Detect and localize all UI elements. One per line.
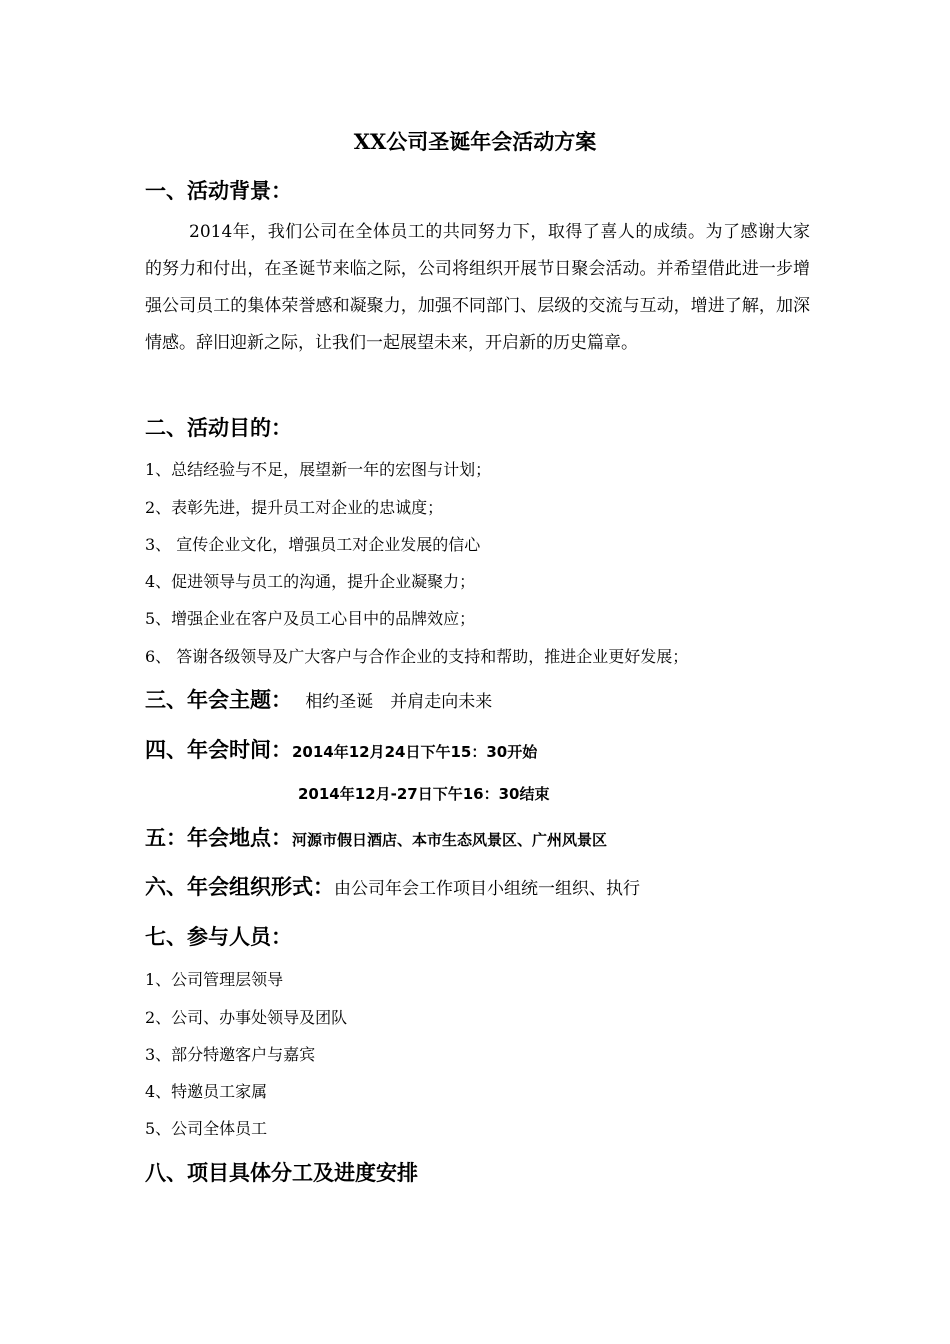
purpose-item: 3、 宣传企业文化，增强员工对企业发展的信心	[145, 535, 481, 554]
format-label: 六、年会组织形式：	[145, 875, 334, 899]
section-heading-schedule: 八、项目具体分工及进度安排	[145, 1161, 418, 1185]
purpose-item: 1、总结经验与不足，展望新一年的宏图与计划；	[145, 460, 492, 479]
purpose-item: 6、 答谢各级领导及广大客户与合作企业的支持和帮助，推进企业更好发展；	[145, 647, 689, 666]
participant-item: 1、公司管理层领导	[145, 970, 284, 989]
purpose-item: 4、促进领导与员工的沟通，提升企业凝聚力；	[145, 572, 476, 591]
theme-label: 三、年会主题：	[145, 688, 292, 712]
venue-value: 河源市假日酒店、本市生态风景区、广州风景区	[292, 831, 608, 849]
purpose-item: 2、表彰先进，提升员工对企业的忠诚度；	[145, 498, 444, 517]
background-paragraph: 2014年，我们公司在全体员工的共同努力下，取得了喜人的成绩。为了感谢大家的努力和付出，在圣诞节来临之际，公司将组织开展节日聚会活动。并希望借此进一步增强公司员工的集体荣誉感和凝聚力，加强不同部门、层级的交流与互动，增进了解，加深情感。辞旧迎新之际，让我们一起展望未来，开启新的历史篇章。	[145, 222, 810, 353]
time-end: 2014年12月-27日下午16：30结束	[298, 785, 550, 803]
participant-item: 5、公司全体员工	[145, 1119, 268, 1138]
section-heading-participants: 七、参与人员：	[145, 925, 292, 949]
section-heading-venue	[145, 823, 607, 855]
section-heading-purpose: 二、活动目的：	[145, 416, 292, 440]
section-heading-theme	[145, 685, 492, 717]
theme-value: 相约圣诞 并肩走向未来	[305, 692, 493, 712]
venue-label: 五：年会地点：	[145, 826, 292, 850]
section-heading-format	[145, 872, 640, 904]
purpose-item: 5、增强企业在客户及员工心目中的品牌效应；	[145, 609, 476, 628]
format-value: 由公司年会工作项目小组统一组织、执行	[334, 879, 640, 899]
time-label: 四、年会时间：	[145, 738, 292, 762]
participant-item: 2、公司、办事处领导及团队	[145, 1008, 348, 1027]
section-heading-time	[145, 735, 537, 767]
participant-item: 4、特邀员工家属	[145, 1082, 268, 1101]
time-start: 2014年12月24日下午15：30开始	[292, 743, 538, 761]
section-heading-background: 一、活动背景：	[145, 179, 292, 203]
document-title: XX公司圣诞年会活动方案	[353, 129, 597, 154]
participant-item: 3、部分特邀客户与嘉宾	[145, 1045, 316, 1064]
